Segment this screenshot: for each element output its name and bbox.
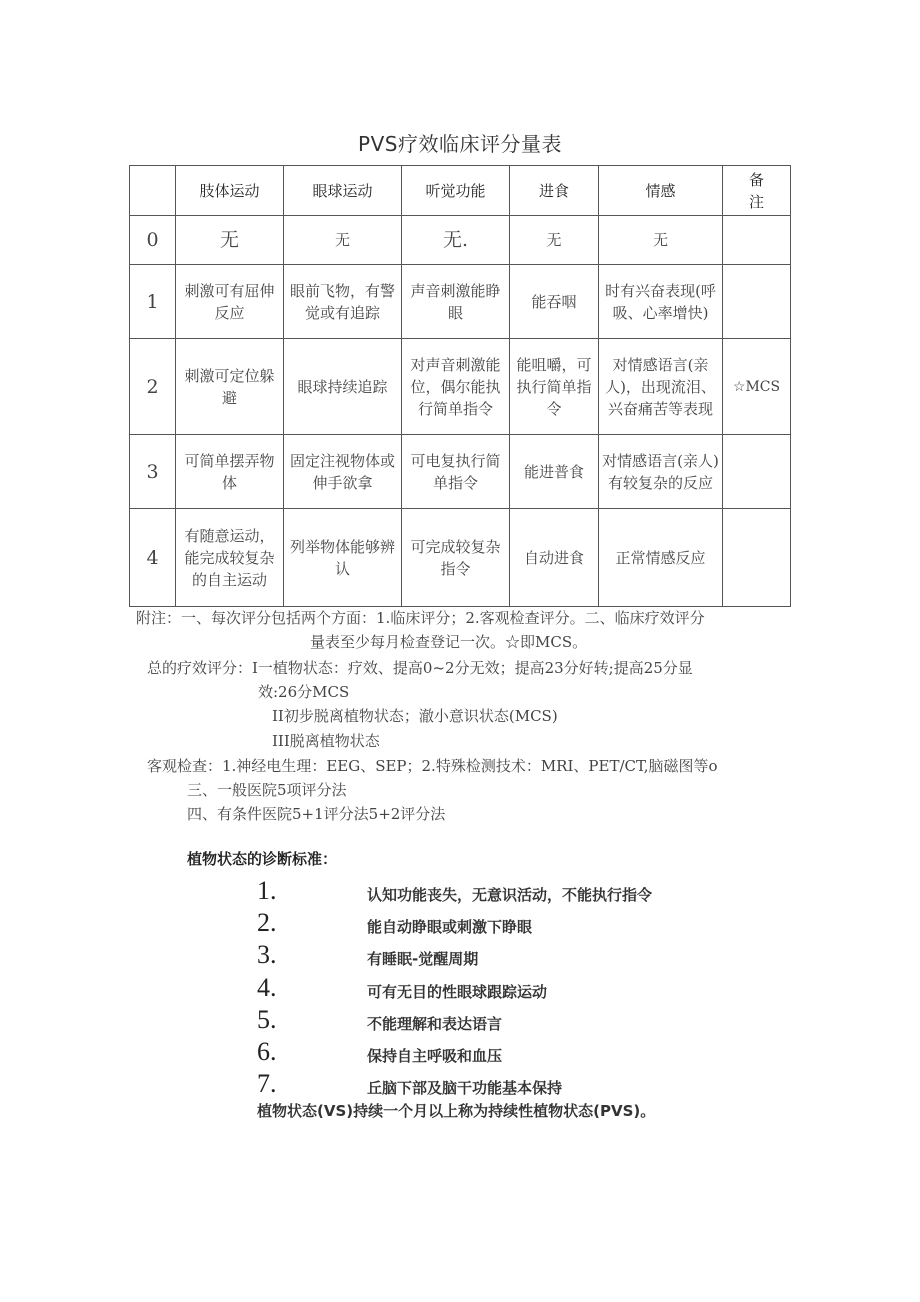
header-cell: 眼球运动 (284, 166, 402, 216)
table-row (130, 216, 791, 265)
list-item (257, 973, 857, 1005)
table-row (130, 509, 791, 607)
note-line: II初步脱离植物状态；澈小意识状态(MCS) (272, 707, 558, 725)
limb-cell: 可简单摆弄物体 (176, 435, 284, 509)
list-number: 4. (257, 973, 277, 1002)
eating-cell: 自动进食 (510, 509, 599, 607)
header-cell: 肢体运动 (176, 166, 284, 216)
limb-cell: 刺激可定位躲避 (176, 339, 284, 435)
hearing-cell: 对声音刺激能位，偶尔能执行简单指令 (402, 339, 510, 435)
header-cell: 备注 (723, 166, 791, 216)
table-row (130, 265, 791, 339)
list-number: 3. (257, 940, 277, 969)
note-cell (723, 435, 791, 509)
note-line: 效:26分MCS (258, 683, 350, 701)
emotion-cell: 正常情感反应 (599, 509, 723, 607)
list-text: 能自动睁眼或刺激下睁眼 (367, 918, 533, 936)
header-cell: 听觉功能 (402, 166, 510, 216)
emotion-cell: 对情感语言(亲人)有较复杂的反应 (599, 435, 723, 509)
emotion-cell: 无 (599, 216, 723, 265)
list-item (257, 1005, 857, 1037)
list-text: 保持自主呼吸和血压 (367, 1047, 503, 1065)
hearing-cell: 声音刺激能睁眼 (402, 265, 510, 339)
eating-cell: 能咀嚼，可执行简单指令 (510, 339, 599, 435)
table-header-row (130, 166, 791, 216)
note-line: III脱离植物状态 (272, 732, 380, 750)
diagnosis-title: 植物状态的诊断标准： (187, 850, 338, 868)
eye-cell: 眼前飞物，有警觉或有追踪 (284, 265, 402, 339)
list-text: 可有无目的性眼球跟踪运动 (367, 983, 548, 1001)
list-number: 1. (257, 876, 277, 905)
list-item (257, 908, 857, 940)
emotion-cell: 对情感语言(亲人)，出现流泪、兴奋痛苦等表现 (599, 339, 723, 435)
score-cell: 1 (130, 265, 176, 339)
header-cell (130, 166, 176, 216)
list-item (257, 1069, 857, 1101)
list-item (257, 940, 857, 972)
eye-cell: 无 (284, 216, 402, 265)
list-item (257, 1037, 857, 1069)
header-cell: 情感 (599, 166, 723, 216)
eye-cell: 列举物体能够辨认 (284, 509, 402, 607)
list-text: 认知功能丧失，无意识活动，不能执行指令 (367, 886, 653, 904)
limb-cell: 无 (176, 216, 284, 265)
score-cell: 4 (130, 509, 176, 607)
list-text: 不能理解和表达语言 (367, 1015, 503, 1033)
eye-cell: 眼球持续追踪 (284, 339, 402, 435)
note-line: 三、一般医院5项评分法 (187, 781, 347, 799)
score-table (129, 165, 791, 607)
eating-cell: 能吞咽 (510, 265, 599, 339)
score-cell: 0 (130, 216, 176, 265)
limb-cell: 刺激可有屈伸反应 (176, 265, 284, 339)
score-cell: 3 (130, 435, 176, 509)
header-cell: 进食 (510, 166, 599, 216)
note-line: 四、有条件医院5+1评分法5+2评分法 (187, 805, 446, 823)
note-cell (723, 216, 791, 265)
eye-cell: 固定注视物体或伸手欲拿 (284, 435, 402, 509)
list-text: 丘脑下部及脑干功能基本保持 (367, 1079, 563, 1097)
list-item (257, 876, 857, 908)
list-number: 5. (257, 1005, 277, 1034)
note-line: 总的疗效评分：I一植物状态：疗效、提高0~2分无效；提高23分好转;提高25分显 (147, 659, 693, 677)
note-cell (723, 265, 791, 339)
eating-cell: 能进普食 (510, 435, 599, 509)
diagnosis-summary: 植物状态(VS)持续一个月以上称为持续性植物状态(PVS)。 (257, 1102, 656, 1120)
emotion-cell: 时有兴奋表现(呼吸、心率增快) (599, 265, 723, 339)
note-cell: ☆MCS (723, 339, 791, 435)
note-line: 客观检查：1.神经电生理：EEG、SEP；2.特殊检测技术：MRI、PET/CT,脑磁图等o (147, 757, 718, 775)
list-number: 7. (257, 1069, 277, 1098)
note-line: 量表至少每月检查登记一次。☆即MCS。 (310, 633, 588, 651)
list-number: 2. (257, 908, 277, 937)
note-line: 附注：一、每次评分包括两个方面：1.临床评分；2.客观检查评分。二、临床疗效评分 (136, 609, 705, 627)
hearing-cell: 无. (402, 216, 510, 265)
note-cell (723, 509, 791, 607)
limb-cell: 有随意运动，能完成较复杂的自主运动 (176, 509, 284, 607)
hearing-cell: 可完成较复杂指令 (402, 509, 510, 607)
list-number: 6. (257, 1037, 277, 1066)
table-row (130, 339, 791, 435)
list-text: 有睡眠-觉醒周期 (367, 950, 479, 968)
score-cell: 2 (130, 339, 176, 435)
page-title: PVS疗效临床评分量表 (358, 132, 562, 156)
eating-cell: 无 (510, 216, 599, 265)
table-row (130, 435, 791, 509)
hearing-cell: 可电复执行简单指令 (402, 435, 510, 509)
